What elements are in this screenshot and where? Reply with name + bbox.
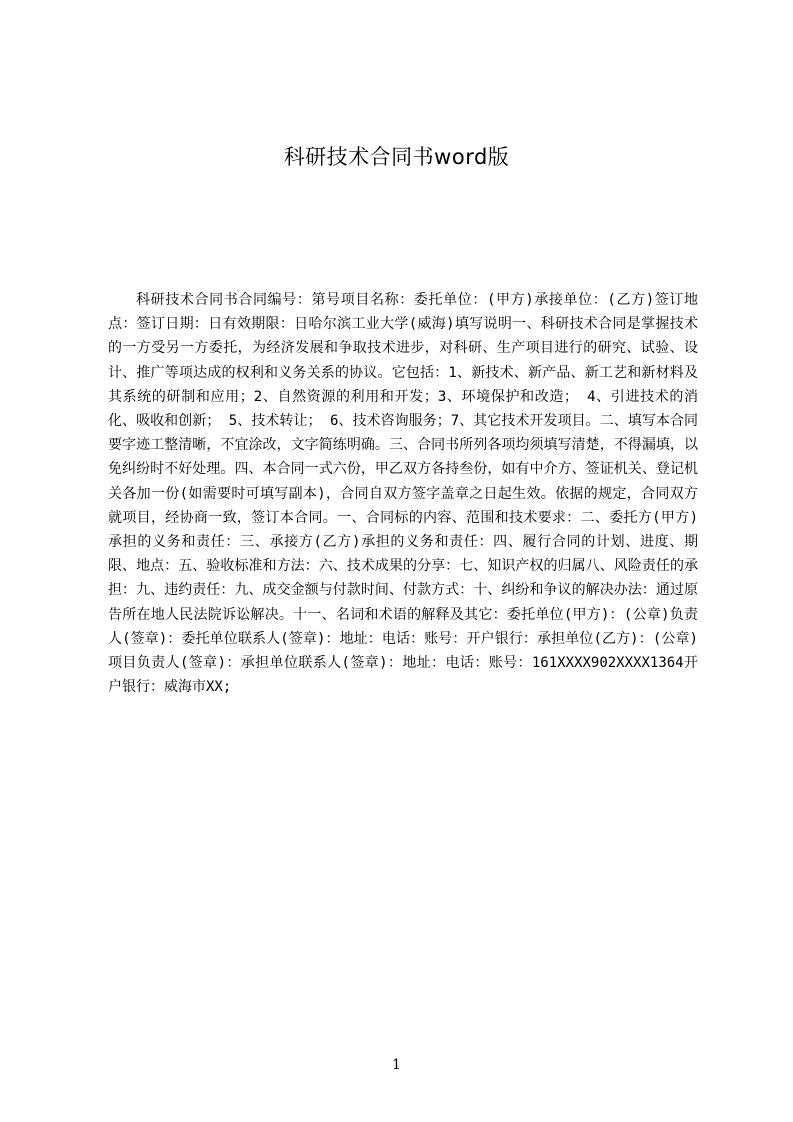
document-body: 科研技术合同书合同编号：第号项目名称：委托单位：(甲方)承接单位：(乙方)签订地点：签订日期：日有效期限：日哈尔滨工业大学(威海)填写说明一、科研技术合同是掌握技术的一方受另一方委托，为经济发展和争取技术进步，对科研、生产项目进行的研究、试验、设计、推广等项达成的权利和义务关系的协议。它包括：1、新技术、新产品、新工艺和新材料及其系统的研制和应用；2、自然资源的利用和开发；3、环境保护和改造； 4、引进技术的消化、吸收和创新； 5、技术转让； 6、技术咨询服务；7、其它技术开发项目。二、填写本合同要字迹工整清晰，不宜涂改，文字简练明确。三、合同书所列各项均须填写清楚，不得漏填，以免纠纷时不好处理。四、本合同一式六份，甲乙双方各持叁份，如有中介方、签证机关、登记机关各加一份(如需要时可填写副本)，合同自双方签字盖章之日起生效。依据的规定，合同双方就项目，经协商一致，签订本合同。一、合同标的内容、范围和技术要求：二、委托方(甲方)承担的义务和责任：三、承接方(乙方)承担的义务和责任：四、履行合同的计划、进度、期限、地点：五、验收标准和方法：六、技术成果的分享：七、知识产权的归属八、风险责任的承担：九、违约责任：九、成交金额与付款时间、付款方式：十、纠纷和争议的解决办法：通过原告所在地人民法院诉讼解决。十一、名词和术语的解释及其它：委托单位(甲方)：(公章)负责人(签章)：委托单位联系人(签章)：地址：电话：账号：开户银行：承担单位(乙方)：(公章)项目负责人(签章)：承担单位联系人(签章)：地址：电话：账号：161XXXX902XXXX1364开户银行：威海市XX; <box>108 292 698 696</box>
document-title: 科研技术合同书word版 <box>283 145 510 169</box>
page-number: 1 <box>392 1057 401 1073</box>
